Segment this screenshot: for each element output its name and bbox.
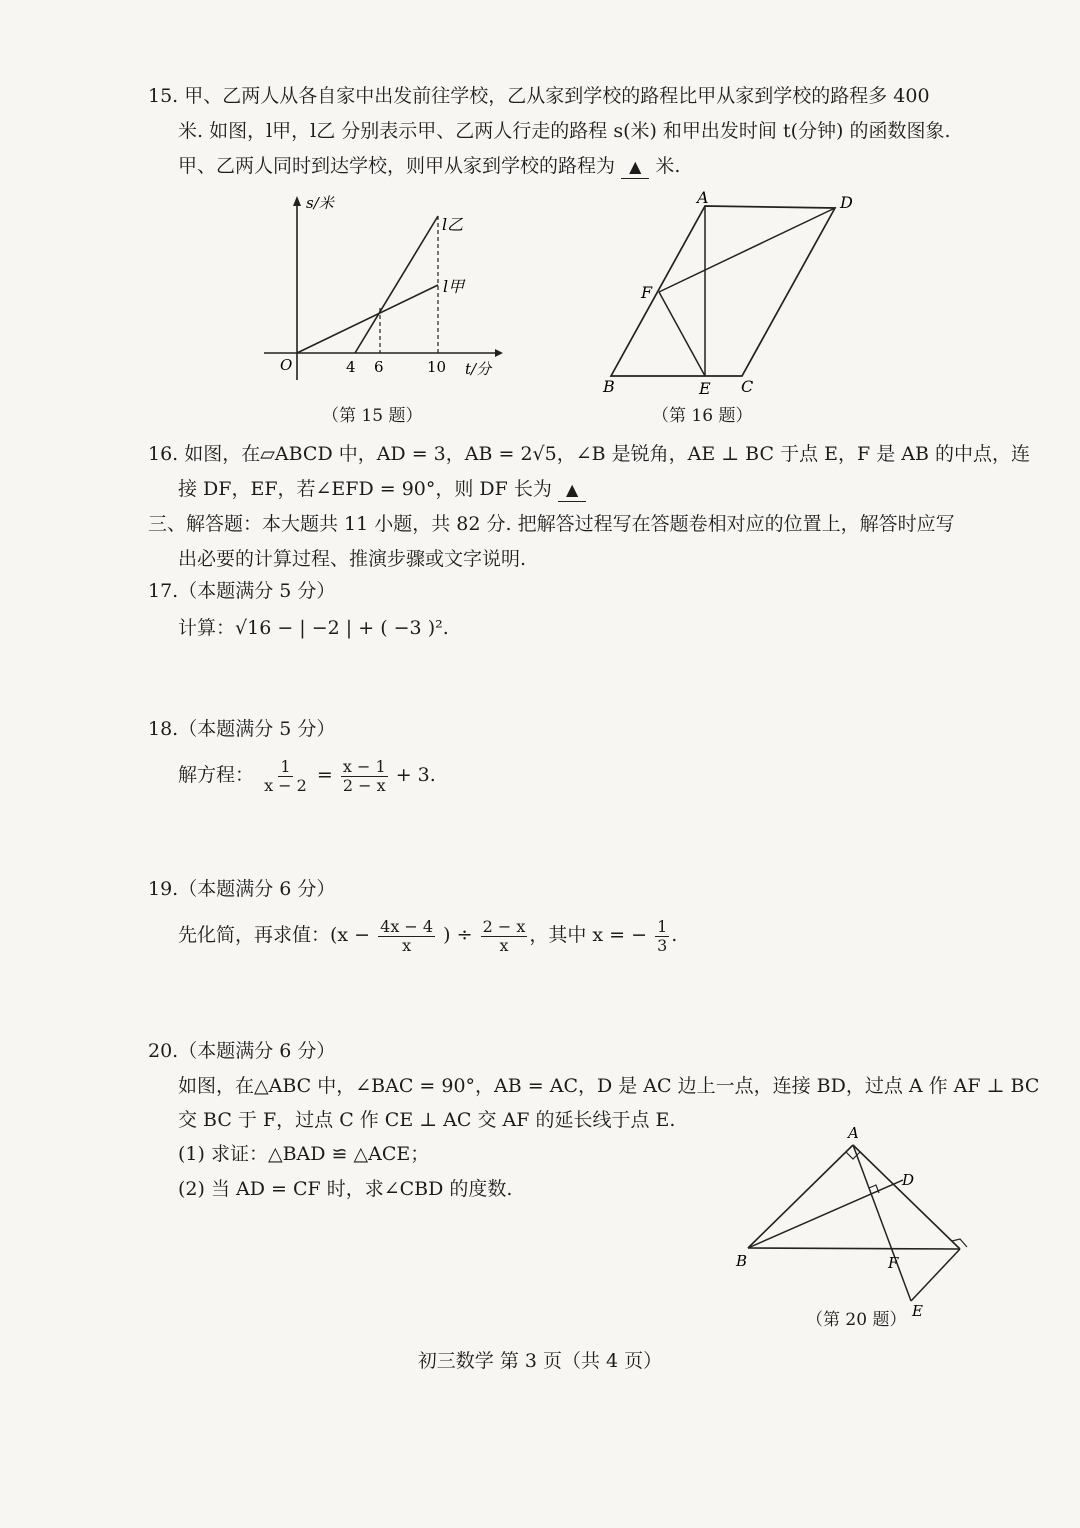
q18-frac1-num: 1 [280,756,291,776]
q19-fraction-3 [655,918,669,955]
q19-body [178,915,677,955]
q17-body [178,615,449,641]
q15-line-2: 米. 如图，l甲，l乙 分别表示甲、乙两人行走的路程 s(米) 和甲出发时间 t(分钟) 的函数图象. [178,120,951,142]
q18-fraction-left [262,758,309,795]
tick-6: 6 [374,358,384,376]
q18-frac1-den: x − 2 [264,775,307,795]
fig20-point-d: D [902,1171,915,1189]
fig20-point-e: E [912,1302,923,1320]
segment-ae [853,1145,911,1301]
x-axis-arrow [495,349,503,357]
segment-bd [748,1180,903,1248]
q18-title: 18.（本题满分 5 分） [148,718,336,740]
label-l-jia: l甲 [443,277,465,296]
q19-title: 19.（本题满分 6 分） [148,878,336,900]
q18-prefix: 解方程： [178,764,255,786]
q17-prefix: 计算： [178,617,236,639]
label-l-yi: l乙 [442,215,464,234]
section-3-line-2: 出必要的计算过程、推演步骤或文字说明. [178,548,527,570]
q19-prefix: 先化简，再求值：(x − [178,924,371,946]
q16-answer-mark: ▲ [565,480,579,499]
segment-bc [748,1248,960,1249]
fig20-point-f: F [888,1254,899,1272]
point-f: F [641,283,653,302]
section-3-line-1: 三、解答题：本大题共 11 小题，共 82 分. 把解答过程写在答题卷相对应的位置上，解答时应写 [148,513,955,535]
q20-part-2: (2) 当 AD = CF 时，求∠CBD 的度数. [178,1178,513,1200]
q20-part-1: (1) 求证：△BAD ≌ △ACE； [178,1143,430,1165]
fig20-point-b: B [736,1252,748,1270]
q15-answer-blank [621,155,649,179]
q15-unit: 米. [655,155,681,177]
segment-ce [911,1249,960,1301]
x-axis-label: t/分 [465,360,492,378]
figure-20-caption: （第 20 题） [806,1310,907,1330]
point-d: D [840,193,853,212]
q19-frac2-den: x [499,935,509,955]
q18-tail: + 3. [395,764,436,786]
q20-line-2: 交 BC 于 F，过点 C 作 CE ⊥ AC 交 AF 的延长线于点 E. [178,1109,676,1131]
line-yi [355,216,438,353]
q19-fraction-1 [378,918,435,955]
figure-16-caption: （第 16 题） [652,406,753,426]
y-axis-label: s/米 [306,194,334,212]
figure-15-graph [250,190,510,390]
q16-line-1: 16. 如图，在▱ABCD 中，AD = 3，AB = 2√5，∠B 是锐角，AE ⊥ BC 于点 E，F 是 AB 的中点，连 [148,443,1030,465]
q16-answer-blank [558,478,586,502]
q19-frac2-num: 2 − x [482,916,526,936]
q17-title: 17.（本题满分 5 分） [148,580,336,602]
q19-end: . [671,924,678,946]
q19-frac3-num: 1 [657,916,668,936]
point-b: B [603,377,615,396]
point-e: E [699,379,711,398]
q17-expression: √16 − | −2 | + ( −3 )². [235,617,449,639]
q16-line-2 [178,476,586,502]
q19-condition: ，其中 x = − [529,924,648,946]
q15-line-1: 15. 甲、乙两人从各自家中出发前往学校，乙从家到学校的路程比甲从家到学校的路程多 400 [148,85,930,107]
figure-20-triangle [728,1120,988,1320]
q20-line-1: 如图，在△ABC 中，∠BAC = 90°，AB = AC，D 是 AC 边上一点，连接 BD，过点 A 作 AF ⊥ BC [178,1075,1040,1097]
fig20-point-a: A [848,1124,859,1142]
q15-line-3-text: 甲、乙两人同时到达学校，则甲从家到学校的路程为 [178,155,616,177]
q18-body [178,755,436,795]
q16-line-2-text: 接 DF，EF，若∠EFD = 90°，则 DF 长为 [178,478,552,500]
q15-line-3 [178,153,680,179]
point-a: A [697,188,709,207]
tick-4: 4 [346,358,356,376]
q18-frac2-num: x − 1 [342,756,386,776]
figure-15-caption: （第 15 题） [322,406,423,426]
q18-fraction-right [341,758,388,795]
origin-label: O [280,356,293,374]
q20-title: 20.（本题满分 6 分） [148,1040,336,1062]
q15-answer-mark: ▲ [629,157,642,176]
segment-ab [748,1145,853,1248]
y-axis-arrow [293,196,301,206]
q19-frac3-den: 3 [657,935,668,955]
q18-frac2-den: 2 − x [342,775,386,795]
q19-frac1-num: 4x − 4 [380,916,434,936]
q19-fraction-2 [481,918,528,955]
line-jia [297,285,438,353]
point-c: C [741,377,754,396]
q19-mid: ) ÷ [443,924,473,946]
q18-equals: = [316,764,333,786]
segment-df [659,208,835,292]
segment-ef [659,292,705,376]
figure-16-parallelogram [595,188,865,400]
q19-frac1-den: x [402,935,412,955]
page-footer: 初三数学 第 3 页（共 4 页） [417,1350,663,1372]
tick-10: 10 [427,358,447,376]
segment-ac [853,1145,960,1249]
